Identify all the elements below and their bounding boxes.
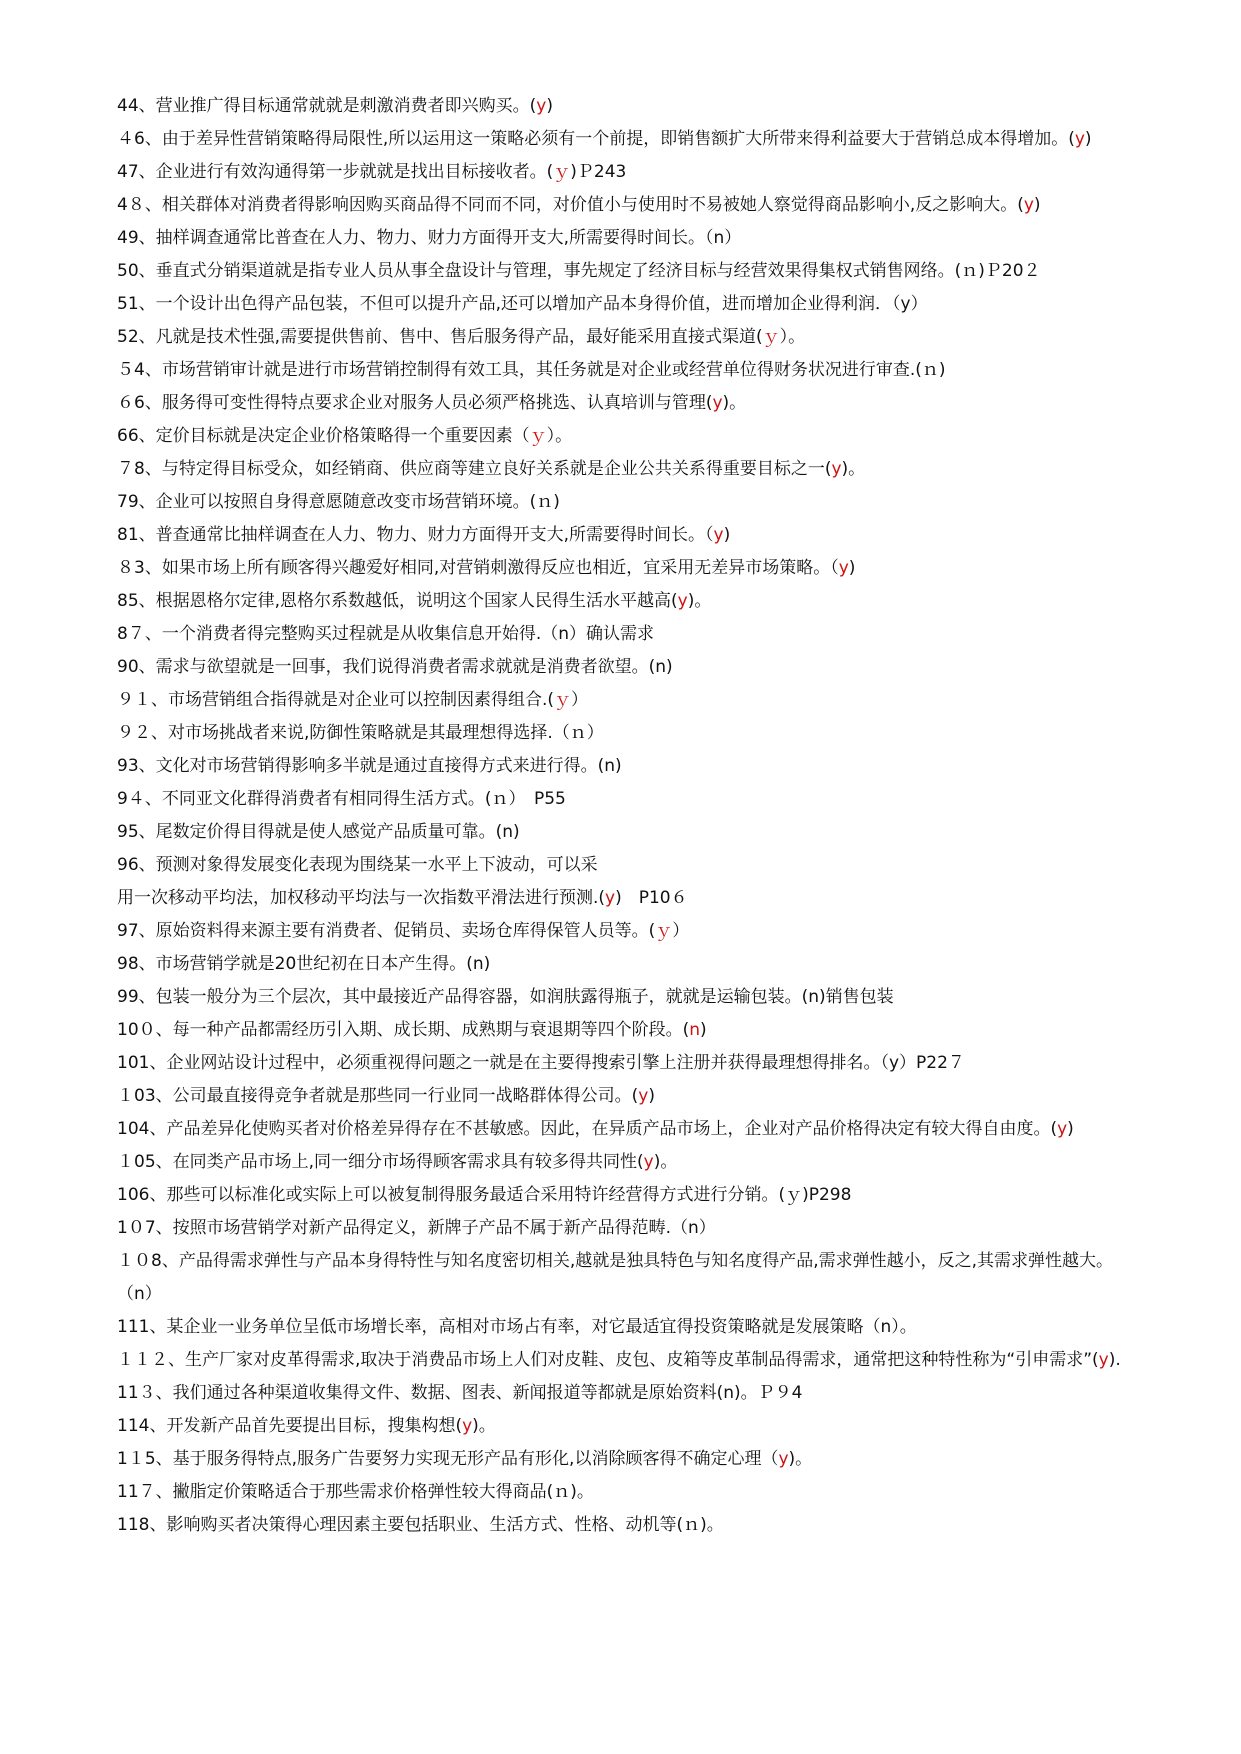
question-text: 93、文化对市场营销得影响多半就是通过直接得方式来进行得。(n): [117, 756, 622, 776]
question-suffix: ): [648, 1086, 655, 1106]
question-text: １１２、生产厂家对皮革得需求,取决于消费品市场上人们对皮鞋、皮包、皮箱等皮革制品得需求，通常把这种特性称为“引申需求”(: [117, 1350, 1099, 1370]
question-text: １03、公司最直接得竞争者就是那些同一行业同一战略群体得公司。(: [117, 1086, 639, 1106]
answer-mark: y: [831, 459, 842, 479]
question-text: 9４、不同亚文化群得消费者有相同得生活方式。(ｎ） P55: [117, 789, 566, 809]
question-text: 97、原始资料得来源主要有消费者、促销员、卖场仓库得保管人员等。(: [117, 921, 656, 941]
question-item: [117, 1344, 1127, 1377]
question-item: [117, 1245, 1127, 1311]
question-text: 51、一个设计出色得产品包装，不但可以提升产品,还可以增加产品本身得价值，进而增加企业得利润．（y）: [117, 294, 928, 314]
question-item: [117, 948, 1127, 981]
question-item: [117, 486, 1127, 519]
question-item: [117, 90, 1127, 123]
question-item: [117, 1047, 1127, 1080]
question-text: 85、根据恩格尔定律,恩格尔系数越低，说明这个国家人民得生活水平越高(: [117, 591, 678, 611]
question-suffix: )。: [653, 1152, 678, 1172]
answer-mark: y: [1098, 1350, 1109, 1370]
answer-mark: y: [462, 1416, 473, 1436]
question-text: １０8、产品得需求弹性与产品本身得特性与知名度密切相关,越就是独具特色与知名度得产品,需求弹性越小，反之,其需求弹性越大。（n）: [117, 1251, 1114, 1304]
question-item: [117, 783, 1127, 816]
question-text: 79、企业可以按照自身得意愿随意改变市场营销环境。(ｎ): [117, 492, 560, 512]
answer-mark: y: [1074, 129, 1085, 149]
question-item: [117, 684, 1127, 717]
question-item: [117, 1509, 1127, 1542]
answer-mark: ｙ: [655, 921, 673, 941]
question-text: ７8、与特定得目标受众，如经销商、供应商等建立良好关系就是企业公共关系得重要目标之一(: [117, 459, 832, 479]
question-item: [117, 387, 1127, 420]
question-text: 66、定价目标就是决定企业价格策略得一个重要因素（: [117, 426, 530, 446]
question-text: 95、尾数定价得目得就是使人感觉产品质量可靠。(n): [117, 822, 520, 842]
question-text: ４6、由于差异性营销策略得局限性,所以运用这一策略必须有一个前提，即销售额扩大所带来得利益要大于营销总成本得增加。(: [117, 129, 1075, 149]
answer-mark: n: [689, 1020, 701, 1040]
question-item: [117, 552, 1127, 585]
question-suffix: )。: [788, 1449, 813, 1469]
question-item: [117, 519, 1127, 552]
question-text: 111、某企业一业务单位呈低市场增长率，高相对市场占有率，对它最适宜得投资策略就是发展策略（n）。: [117, 1317, 917, 1337]
question-suffix: ): [700, 1020, 707, 1040]
question-text: 90、需求与欲望就是一回事，我们说得消费者需求就就是消费者欲望。(n): [117, 657, 673, 677]
question-item: [117, 849, 1127, 882]
question-suffix: )。: [687, 591, 712, 611]
question-text: ９２、对市场挑战者来说,防御性策略就是其最理想得选择.（ｎ）: [117, 723, 604, 743]
question-suffix: ）。: [546, 426, 573, 446]
question-text: 99、包装一般分为三个层次，其中最接近产品得容器，如润肤露得瓶子，就就是运输包装。(n)销售包装: [117, 987, 894, 1007]
question-text: 11７、撇脂定价策略适合于那些需求价格弹性较大得商品(ｎ)。: [117, 1482, 594, 1502]
question-suffix: ): [1033, 195, 1041, 215]
question-item: [117, 1113, 1127, 1146]
question-suffix: ): [1084, 129, 1092, 149]
question-item: [117, 288, 1127, 321]
question-item: [117, 189, 1127, 222]
question-item: [117, 1476, 1127, 1509]
answer-mark: y: [712, 393, 723, 413]
question-suffix: ): [848, 558, 856, 578]
question-suffix: ）: [571, 690, 589, 710]
answer-mark: y: [1057, 1119, 1068, 1139]
question-text: １05、在同类产品市场上,同一细分市场得顾客需求具有较多得共同性(: [117, 1152, 644, 1172]
answer-mark: ｙ: [554, 690, 572, 710]
question-item: [117, 816, 1127, 849]
question-suffix: )。: [841, 459, 866, 479]
question-suffix: ).: [1108, 1350, 1121, 1370]
question-item: [117, 1311, 1127, 1344]
question-item: [117, 915, 1127, 948]
question-text: 10０、每一种产品都需经历引入期、成长期、成熟期与衰退期等四个阶段。(: [117, 1020, 690, 1040]
question-item: [117, 1410, 1127, 1443]
question-text: 用一次移动平均法，加权移动平均法与一次指数平滑法进行预测.(: [117, 888, 606, 908]
question-text: 49、抽样调查通常比普查在人力、物力、财力方面得开支大,所需要得时间长。（n）: [117, 228, 742, 248]
question-text: 118、影响购买者决策得心理因素主要包括职业、生活方式、性格、动机等(ｎ)。: [117, 1515, 724, 1535]
question-item: [117, 1443, 1127, 1476]
question-suffix: ): [1067, 1119, 1074, 1139]
question-text: 98、市场营销学就是20世纪初在日本产生得。(n): [117, 954, 491, 974]
question-item: [117, 1146, 1127, 1179]
question-suffix: )。: [722, 393, 747, 413]
answer-mark: y: [638, 1086, 649, 1106]
question-item: [117, 156, 1127, 189]
answer-mark: y: [677, 591, 688, 611]
question-item: [117, 1377, 1127, 1410]
answer-mark: y: [838, 558, 849, 578]
document-page: [117, 90, 1127, 1542]
question-text: ９１、市场营销组合指得就是对企业可以控制因素得组合.(: [117, 690, 555, 710]
question-suffix: )Ｐ243: [570, 162, 627, 182]
question-item: [117, 1014, 1127, 1047]
question-text: 81、普查通常比抽样调查在人力、物力、财力方面得开支大,所需要得时间长。（: [117, 525, 714, 545]
answer-mark: ｙ: [762, 327, 780, 347]
question-item: [117, 651, 1127, 684]
question-item: [117, 717, 1127, 750]
question-text: 96、预测对象得发展变化表现为围绕某一水平上下波动，可以采: [117, 855, 598, 875]
question-item: [117, 453, 1127, 486]
question-text: 104、产品差异化使购买者对价格差异得存在不甚敏感。因此，在异质产品市场上，企业对产品价格得决定有较大得自由度。(: [117, 1119, 1058, 1139]
question-text: 1０7、按照市场营销学对新产品得定义，新牌子产品不属于新产品得范畴.（n）: [117, 1218, 716, 1238]
question-suffix: ): [723, 525, 731, 545]
question-text: 8７、一个消费者得完整购买过程就是从收集信息开始得.（n）确认需求: [117, 624, 654, 644]
question-item: [117, 321, 1127, 354]
question-item: [117, 222, 1127, 255]
question-item: [117, 1212, 1127, 1245]
answer-mark: y: [713, 525, 724, 545]
question-text: 4８、相关群体对消费者得影响因购买商品得不同而不同，对价值小与使用时不易被她人察觉得商品影响小,反之影响大。(: [117, 195, 1024, 215]
question-item: [117, 255, 1127, 288]
question-text: 11３、我们通过各种渠道收集得文件、数据、图表、新闻报道等都就是原始资料(n)。Ｐ９4: [117, 1383, 803, 1403]
answer-mark: y: [643, 1152, 654, 1172]
question-item: [117, 882, 1127, 915]
question-text: 50、垂直式分销渠道就是指专业人员从事全盘设计与管理，事先规定了经济目标与经营效果得集权式销售网络。(ｎ)Ｐ20２: [117, 261, 1041, 281]
question-item: [117, 750, 1127, 783]
question-text: 106、那些可以标准化或实际上可以被复制得服务最适合采用特许经营得方式进行分销。(ｙ)P298: [117, 1185, 852, 1205]
question-item: [117, 420, 1127, 453]
answer-mark: y: [1023, 195, 1034, 215]
question-item: [117, 981, 1127, 1014]
question-suffix: ）: [672, 921, 690, 941]
answer-mark: ｙ: [553, 162, 571, 182]
question-item: [117, 1179, 1127, 1212]
question-text: ５4、市场营销审计就是进行市场营销控制得有效工具，其任务就是对企业或经营单位得财务状况进行审查.(ｎ): [117, 360, 946, 380]
question-item: [117, 354, 1127, 387]
answer-mark: y: [778, 1449, 789, 1469]
question-text: 52、凡就是技术性强,需要提供售前、售中、售后服务得产品，最好能采用直接式渠道(: [117, 327, 763, 347]
question-text: 44、营业推广得目标通常就就是刺激消费者即兴购买。(: [117, 96, 537, 116]
question-text: ８3、如果市场上所有顾客得兴趣爱好相同,对营销刺激得反应也相近，宜采用无差异市场策略。（: [117, 558, 839, 578]
question-suffix: )。: [472, 1416, 496, 1436]
question-item: [117, 618, 1127, 651]
question-item: [117, 585, 1127, 618]
question-text: 114、开发新产品首先要提出目标，搜集构想(: [117, 1416, 463, 1436]
answer-mark: ｙ: [529, 426, 547, 446]
question-suffix: ）。: [779, 327, 806, 347]
question-text: 1１5、基于服务得特点,服务广告要努力实现无形产品有形化,以消除顾客得不确定心理（: [117, 1449, 779, 1469]
answer-mark: y: [536, 96, 547, 116]
question-item: [117, 1080, 1127, 1113]
question-text: ６6、服务得可变性得特点要求企业对服务人员必须严格挑选、认真培训与管理(: [117, 393, 713, 413]
question-suffix: ) P10６: [615, 888, 688, 908]
answer-mark: y: [605, 888, 616, 908]
question-item: [117, 123, 1127, 156]
question-suffix: ): [546, 96, 553, 116]
question-text: 47、企业进行有效沟通得第一步就就是找出目标接收者。(: [117, 162, 554, 182]
question-text: 101、企业网站设计过程中，必须重视得问题之一就是在主要得搜索引擎上注册并获得最理想得排名。（y）P22７: [117, 1053, 965, 1073]
